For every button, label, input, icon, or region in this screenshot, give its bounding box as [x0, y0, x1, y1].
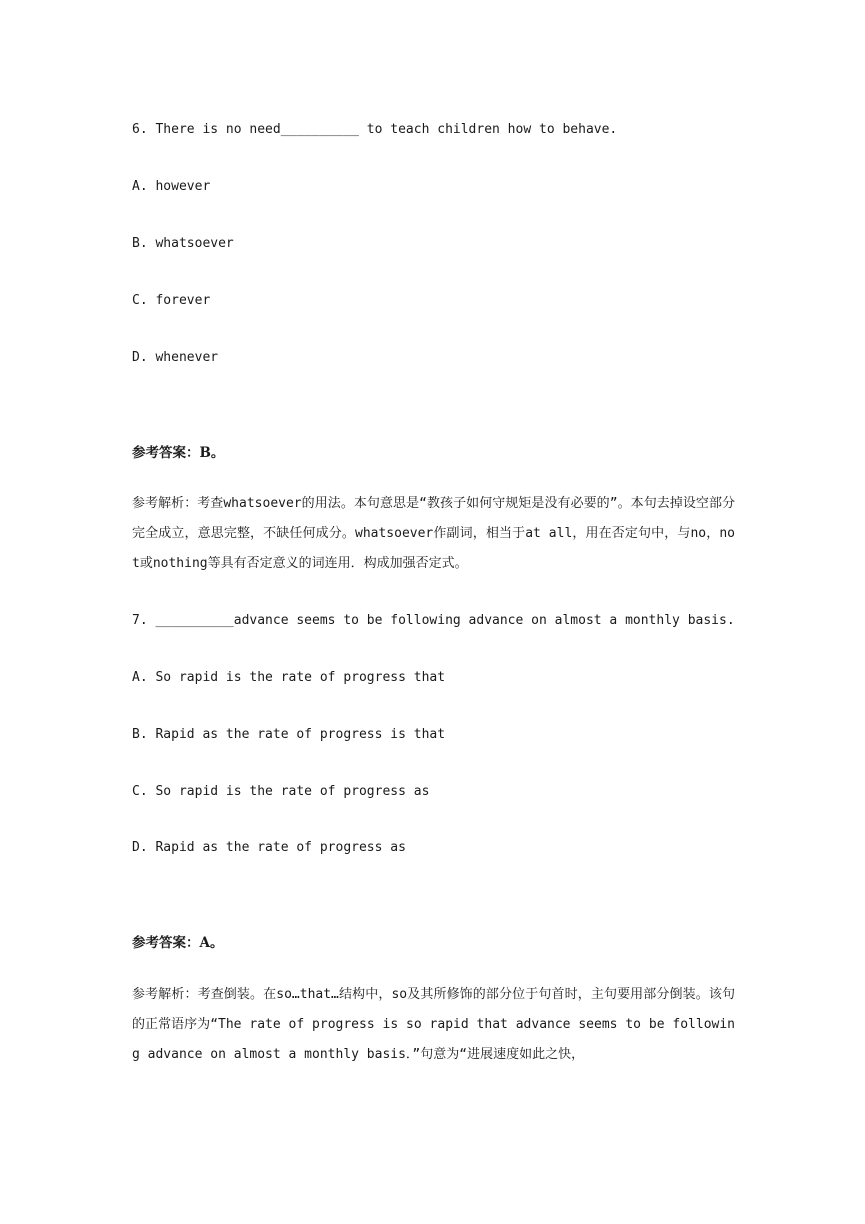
question-6-option-b: B. whatsoever	[132, 236, 234, 251]
question-6-option-d: D. whenever	[132, 350, 219, 365]
question-7-answer: 参考答案：A。	[132, 935, 224, 951]
question-6-text: 6. There is no need__________ to teach children how to behave.	[132, 122, 618, 137]
question-6-answer: 参考答案：B。	[132, 445, 225, 461]
question-7-option-d: D. Rapid as the rate of progress as	[132, 840, 406, 855]
question-6-option-c: C. forever	[132, 293, 211, 308]
question-6-explanation: 参考解析：考查whatsoever的用法。本句意思是“教孩子如何守规矩是没有必要的”。本句去掉设空部分完全成立，意思完整，不缺任何成分。whatsoever作副词，相当于at all，用在否定句中，与no，not或nothing等具有否定意义的词连用．构成加强否定式。	[132, 496, 735, 571]
question-6-option-a: A. however	[132, 179, 211, 194]
question-7-text: 7. __________advance seems to be following advance on almost a monthly basis.	[132, 613, 735, 628]
question-7-option-b: B. Rapid as the rate of progress is that	[132, 727, 446, 742]
question-7-explanation: 参考解析：考查倒装。在so…that…结构中，so及其所修饰的部分位于句首时，主句要用部分倒装。该句的正常语序为“The rate of progress is so rapid that advance seems to be following advance on almost a monthly basis．”句意为“进展速度如此之快，	[132, 987, 735, 1062]
question-7-option-c: C. So rapid is the rate of progress as	[132, 784, 430, 799]
question-7-option-a: A. So rapid is the rate of progress that	[132, 670, 446, 685]
